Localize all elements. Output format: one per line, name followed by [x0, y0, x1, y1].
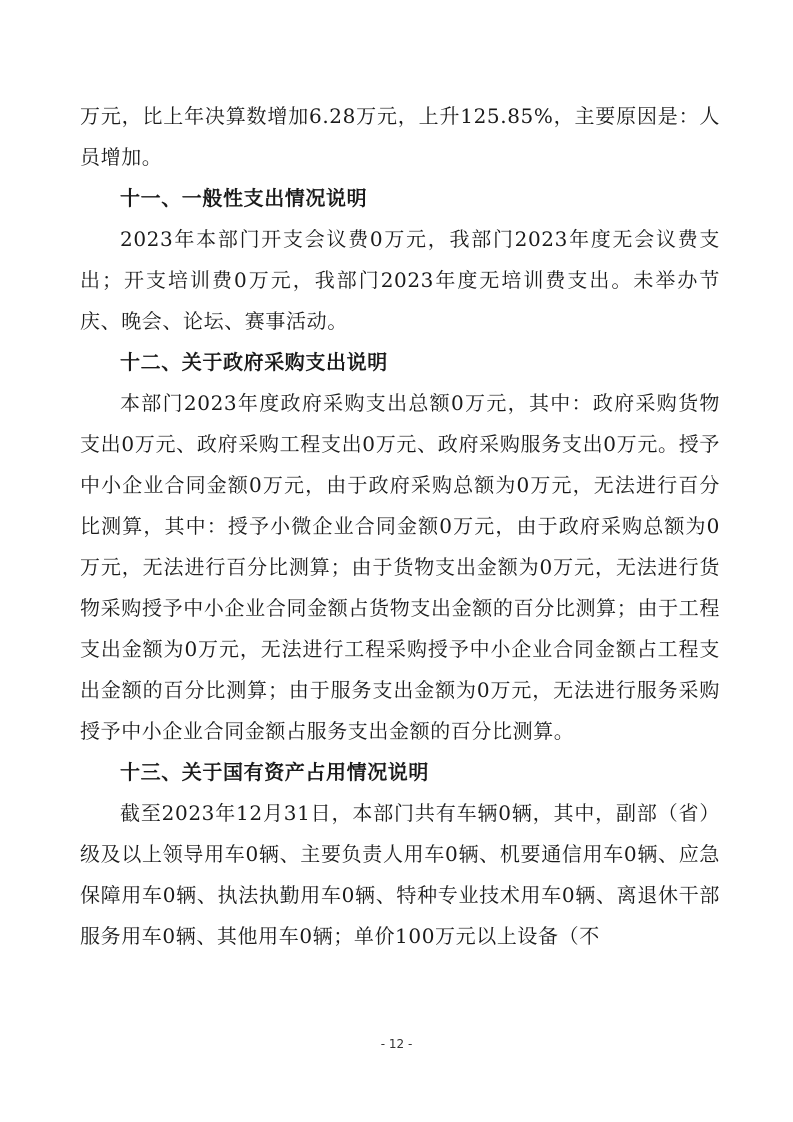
- paragraph-state-assets: 截至2023年12月31日，本部门共有车辆0辆，其中，副部（省）级及以上领导用车0辆、主要负责人用车0辆、机要通信用车0辆、应急保障用车0辆、执法执勤用车0辆、特种专业技术用车0辆、离退休干部服务用车0辆、其他用车0辆；单价100万元以上设备（不: [80, 801, 720, 948]
- paragraph-continuation: 万元，比上年决算数增加6.28万元，上升125.85%，主要原因是：人员增加。: [80, 104, 720, 169]
- section-heading-12: 十二、关于政府采购支出说明: [120, 350, 388, 374]
- paragraph-general-expenses: 2023年本部门开支会议费0万元，我部门2023年度无会议费支出；开支培训费0万元，我部门2023年度无培训费支出。未举办节庆、晚会、论坛、赛事活动。: [80, 227, 720, 333]
- page-number: - 12 -: [380, 1037, 413, 1051]
- section-heading-13: 十三、关于国有资产占用情况说明: [120, 760, 429, 784]
- section-heading-11: 十一、一般性支出情况说明: [120, 186, 368, 210]
- document-body: [80, 96, 720, 957]
- paragraph-government-procurement: 本部门2023年度政府采购支出总额0万元，其中：政府采购货物支出0万元、政府采购工程支出0万元、政府采购服务支出0万元。授予中小企业合同金额0万元，由于政府采购总额为0万元，无法进行百分比测算，其中：授予小微企业合同金额0万元，由于政府采购总额为0万元，无法进行百分比测算；由于货物支出金额为0万元，无法进行货物采购授予中小企业合同金额占货物支出金额的百分比测算；由于工程支出金额为0万元，无法进行工程采购授予中小企业合同金额占工程支出金额的百分比测算；由于服务支出金额为0万元，无法进行服务采购授予中小企业合同金额占服务支出金额的百分比测算。: [80, 391, 720, 743]
